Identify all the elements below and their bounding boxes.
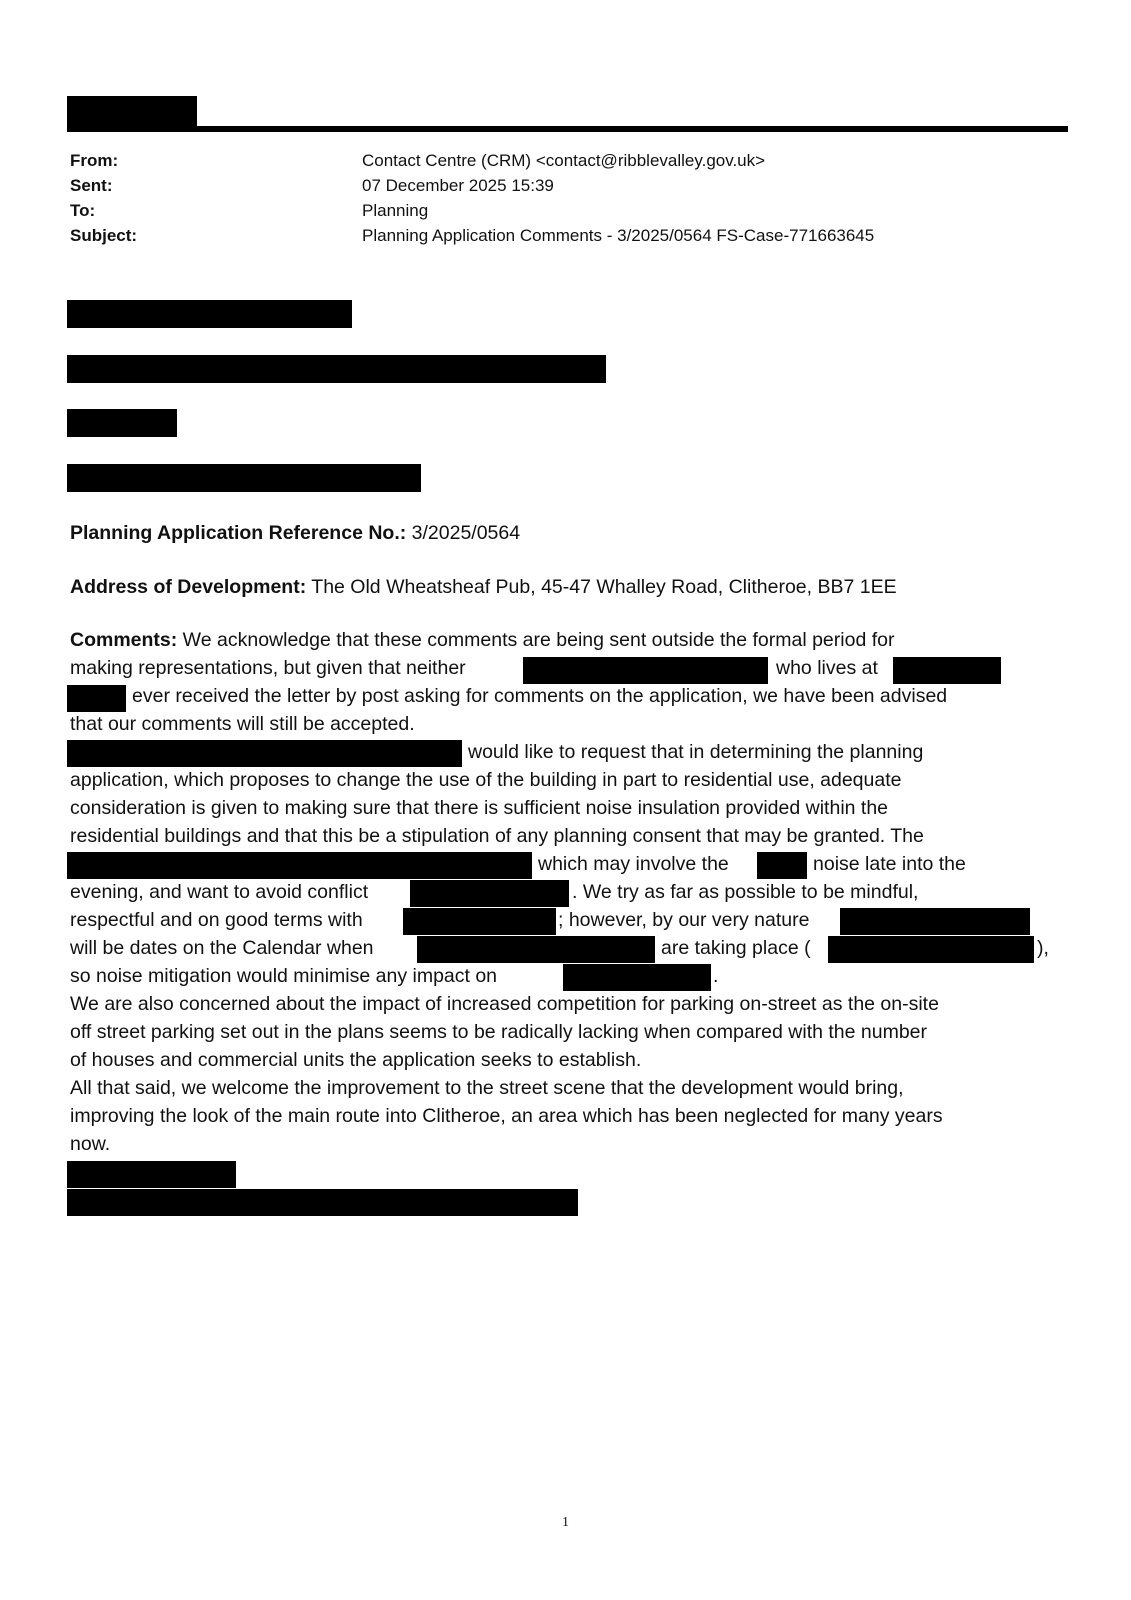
comments-line: All that said, we welcome the improvement to the street scene that the development would bring,: [70, 1077, 904, 1099]
redaction-block: [67, 685, 126, 712]
redaction-block: [67, 740, 462, 767]
redaction-block: [840, 908, 1030, 935]
address-label: Address of Development:: [70, 576, 307, 598]
page-number: 1: [562, 1515, 569, 1530]
redaction-block: [67, 464, 421, 492]
comments-line: so noise mitigation would minimise any impact on: [70, 965, 498, 987]
redaction-block: [828, 936, 1034, 963]
redaction-block: [893, 657, 1001, 684]
from-value: Contact Centre (CRM) <contact@ribblevalley.gov.uk>: [362, 151, 766, 170]
redaction-block: [67, 1161, 236, 1188]
redaction-block: [417, 936, 655, 963]
comments-line: We are also concerned about the impact of increased competition for parking on-street as the on-site: [70, 993, 939, 1015]
redaction-block: [67, 1189, 578, 1216]
comments-line: are taking place (: [661, 937, 811, 959]
to-value: Planning: [362, 201, 429, 220]
comments-line: improving the look of the main route into Clitheroe, an area which has been neglected for many years: [70, 1105, 943, 1127]
redaction-block: [563, 964, 711, 991]
comments-line: which may involve the: [538, 853, 729, 875]
redaction-block: [67, 96, 197, 126]
reference-line: [70, 520, 520, 546]
redaction-block: [410, 880, 569, 907]
address-line: [70, 574, 897, 600]
redaction-block: [757, 852, 807, 879]
header-rule: [67, 126, 1068, 132]
comments-line: who lives at: [776, 657, 878, 679]
comments-line: that our comments will still be accepted.: [70, 713, 415, 735]
comments-line: of houses and commercial units the application seeks to establish.: [70, 1049, 642, 1071]
comments-text: We acknowledge that these comments are being sent outside the formal period for: [177, 629, 895, 651]
comments-label: Comments:: [70, 629, 178, 651]
address-value: The Old Wheatsheaf Pub, 45-47 Whalley Road, Clitheroe, BB7 1EE: [306, 576, 897, 598]
comments-line: residential buildings and that this be a stipulation of any planning consent that may be granted. The: [70, 825, 924, 847]
redaction-block: [67, 852, 532, 879]
reference-value: 3/2025/0564: [406, 522, 521, 544]
comments-line: .: [713, 965, 719, 987]
from-label: From:: [70, 151, 119, 170]
redaction-block: [523, 657, 768, 684]
comments-line: [70, 627, 894, 653]
comments-line: would like to request that in determining the planning: [468, 741, 924, 763]
comments-line: consideration is given to making sure that there is sufficient noise insulation provided within the: [70, 797, 889, 819]
comments-line: application, which proposes to change the use of the building in part to residential use, adequate: [70, 769, 902, 791]
comments-line: now.: [70, 1133, 111, 1155]
redaction-block: [67, 300, 352, 328]
to-label: To:: [70, 201, 96, 220]
comments-line: will be dates on the Calendar when: [70, 937, 374, 959]
comments-line: noise late into the: [813, 853, 966, 875]
subject-value: Planning Application Comments - 3/2025/0564 FS-Case-771663645: [362, 226, 875, 245]
comments-line: ever received the letter by post asking for comments on the application, we have been advised: [132, 685, 948, 707]
comments-line: respectful and on good terms with: [70, 909, 363, 931]
comments-line: evening, and want to avoid conflict: [70, 881, 369, 903]
comments-line: . We try as far as possible to be mindful,: [572, 881, 919, 903]
comments-line: ; however, by our very nature: [558, 909, 810, 931]
sent-label: Sent:: [70, 176, 113, 195]
comments-line: off street parking set out in the plans seems to be radically lacking when compared with the number: [70, 1021, 928, 1043]
redaction-block: [67, 409, 177, 437]
comments-line: ),: [1037, 937, 1049, 959]
redaction-block: [67, 355, 606, 383]
reference-label: Planning Application Reference No.:: [70, 522, 407, 544]
redaction-block: [403, 908, 556, 935]
sent-value: 07 December 2025 15:39: [362, 176, 554, 195]
comments-line: making representations, but given that neither: [70, 657, 466, 679]
subject-label: Subject:: [70, 226, 138, 245]
